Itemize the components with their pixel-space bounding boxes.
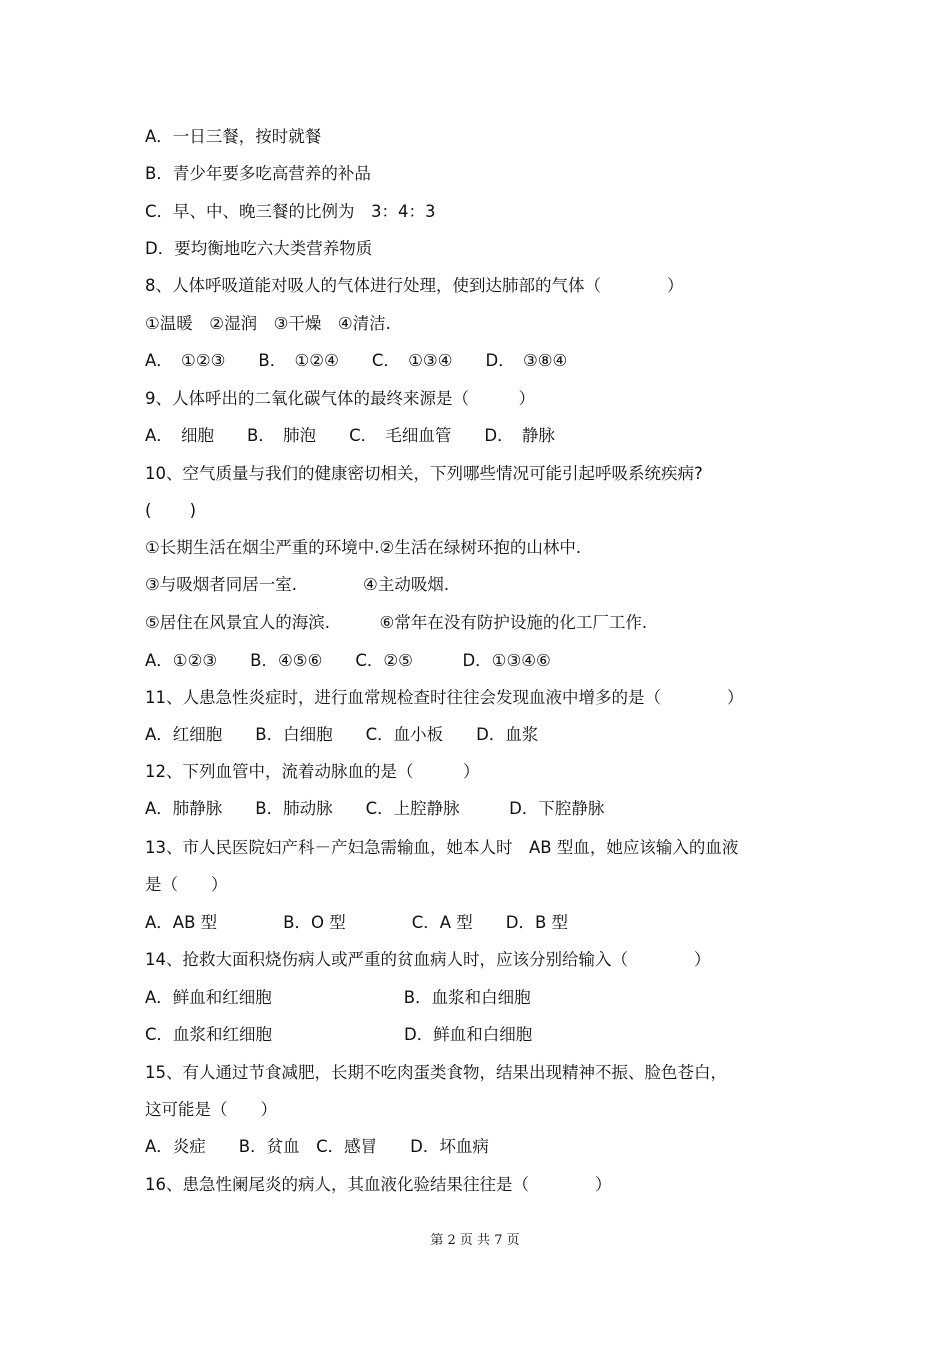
question-14: 14、抢救大面积烧伤病人或严重的贫血病人时，应该分别给输入（ ）: [145, 950, 711, 969]
question-16: 16、患急性阑尾炎的病人，其血液化验结果往往是（ ）: [145, 1175, 612, 1194]
text-line: ①长期生活在烟尘严重的环境中.②生活在绿树环抱的山林中.: [145, 538, 582, 557]
options-line: A．肺静脉 B．肺动脉 C．上腔静脉 D．下腔静脉: [145, 799, 605, 818]
text-line: D．要均衡地吃六大类营养物质: [145, 239, 373, 258]
text-line: ③与吸烟者同居一室. ④主动吸烟.: [145, 575, 450, 594]
text-line: B．青少年要多吃高营养的补品: [145, 164, 371, 183]
options-line: A．炎症 B．贫血 C．感冒 D．坏血病: [145, 1137, 489, 1156]
text-line: 这可能是（ ）: [145, 1100, 277, 1119]
options-line: A．AB 型 B．O 型 C．A 型 D．B 型: [145, 913, 569, 932]
text-line: ( ): [145, 501, 197, 520]
text-line: A．一日三餐，按时就餐: [145, 127, 322, 146]
options-line: A．①②③ B．④⑤⑥ C．②⑤ D．①③④⑥: [145, 651, 551, 670]
question-10: 10、空气质量与我们的健康密切相关，下列哪些情况可能引起呼吸系统疾病?: [145, 464, 703, 483]
options-line: C．血浆和红细胞 D．鲜血和白细胞: [145, 1025, 533, 1044]
question-8: 8、人体呼吸道能对吸人的气体进行处理，使到达肺部的气体（ ）: [145, 276, 684, 295]
options-line: A． 细胞 B． 肺泡 C． 毛细血管 D． 静脉: [145, 426, 555, 445]
text-line: ⑤居住在风景宜人的海滨. ⑥常年在没有防护设施的化工厂工作.: [145, 613, 648, 632]
text-line: 是（ ）: [145, 875, 228, 894]
options-line: A． ①②③ B． ①②④ C． ①③④ D． ③⑧④: [145, 351, 568, 370]
question-12: 12、下列血管中，流着动脉血的是（ ）: [145, 762, 480, 781]
options-line: A．红细胞 B．白细胞 C．血小板 D．血浆: [145, 725, 539, 744]
question-11: 11、人患急性炎症时，进行血常规检查时往往会发现血液中增多的是（ ）: [145, 688, 744, 707]
question-15: 15、有人通过节食减肥，长期不吃肉蛋类食物，结果出现精神不振、脸色苍白，: [145, 1063, 727, 1082]
question-9: 9、人体呼出的二氧化碳气体的最终来源是（ ）: [145, 389, 535, 408]
text-line: ①温暖 ②湿润 ③干燥 ④清洁.: [145, 314, 391, 333]
question-13: 13、市人民医院妇产科－产妇急需输血，她本人时 AB 型血，她应该输入的血液: [145, 838, 739, 857]
page-number-footer: 第 2 页 共 7 页: [430, 1233, 520, 1248]
text-line: C．早、中、晚三餐的比例为 3：4：3: [145, 202, 436, 221]
options-line: A．鲜血和红细胞 B．血浆和白细胞: [145, 988, 531, 1007]
